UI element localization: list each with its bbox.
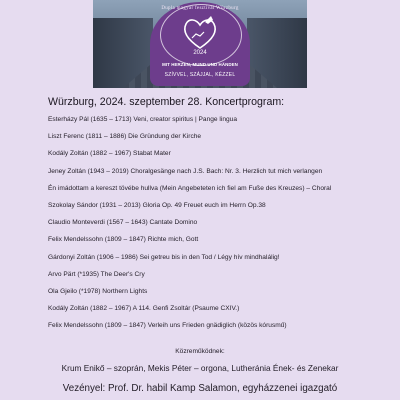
program-item: Claudio Monteverdi (1567 – 1643) Cantate Domino xyxy=(48,219,198,227)
program-content xyxy=(48,96,378,338)
program-item: Arvo Pärt (*1935) The Deer's Cry xyxy=(48,270,145,278)
program-item: Felix Mendelssohn (1809 – 1847) Richte mich, Gott xyxy=(48,236,199,244)
program-item: Esterházy Pál (1635 – 1713) Veni, creator spiritus | Pange lingua xyxy=(48,116,238,123)
program-item: Ola Gjeilo (*1978) Northern Lights xyxy=(48,287,148,295)
badge-motto-hungarian: SZÍVVEL, SZÁJJAL, KÉZZEL xyxy=(164,72,236,78)
program-item: Felix Mendelssohn (1809 – 1847) Verleih uns Frieden gnädiglich (közös kórusmű) xyxy=(48,322,287,330)
program-item: Gárdonyi Zoltán (1906 – 1986) Sei getreu bis in den Tod / Légy hív mindhalálig! xyxy=(48,253,280,261)
heart-hand-dove-icon xyxy=(178,12,222,52)
festival-badge xyxy=(150,2,250,86)
program-item: Liszt Ferenc (1811 – 1886) Die Gründung der Kirche xyxy=(48,133,202,141)
program-item: Kodály Zoltán (1882 – 1967) A 114. Genfi Zsoltár (Psaume CXIV.) xyxy=(48,305,240,313)
badge-ring-text: Dupla magyar fesztivál Würzburg xyxy=(161,6,239,11)
program-item: Szokolay Sándor (1931 – 2013) Gloria Op. 49 Freuet euch im Herrn Op.38 xyxy=(48,201,266,209)
program-item: Kodály Zoltán (1882 – 1967) Stabat Mater xyxy=(48,150,171,158)
page-title: Würzburg, 2024. szeptember 28. Koncertprogram: xyxy=(48,96,285,108)
badge-year: 2024 xyxy=(193,50,207,56)
contributors-line: Krum Enikő – szoprán, Mekis Péter – orgona, Lutheránia Ének- és Zenekar xyxy=(61,363,339,373)
badge-motto-german: MIT HERZEN, MUND UND HÄNDEN xyxy=(162,62,238,67)
contributors-heading: Közreműködnek: xyxy=(175,348,225,355)
program-list xyxy=(48,115,378,330)
conductor-line: Vezényel: Prof. Dr. habil Kamp Salamon, egyházzenei igazgató xyxy=(62,383,338,394)
header-image xyxy=(93,0,307,88)
program-item: Én imádottam a kereszt tövébe hullva (Mein Angebeteten ich fiel am Fuße des Kreuzes) – Choral xyxy=(48,184,332,192)
program-item: Jeney Zoltán (1943 – 2019) Choralgesänge nach J.S. Bach: Nr. 3. Herzlich tut mich verlangen xyxy=(48,167,323,175)
